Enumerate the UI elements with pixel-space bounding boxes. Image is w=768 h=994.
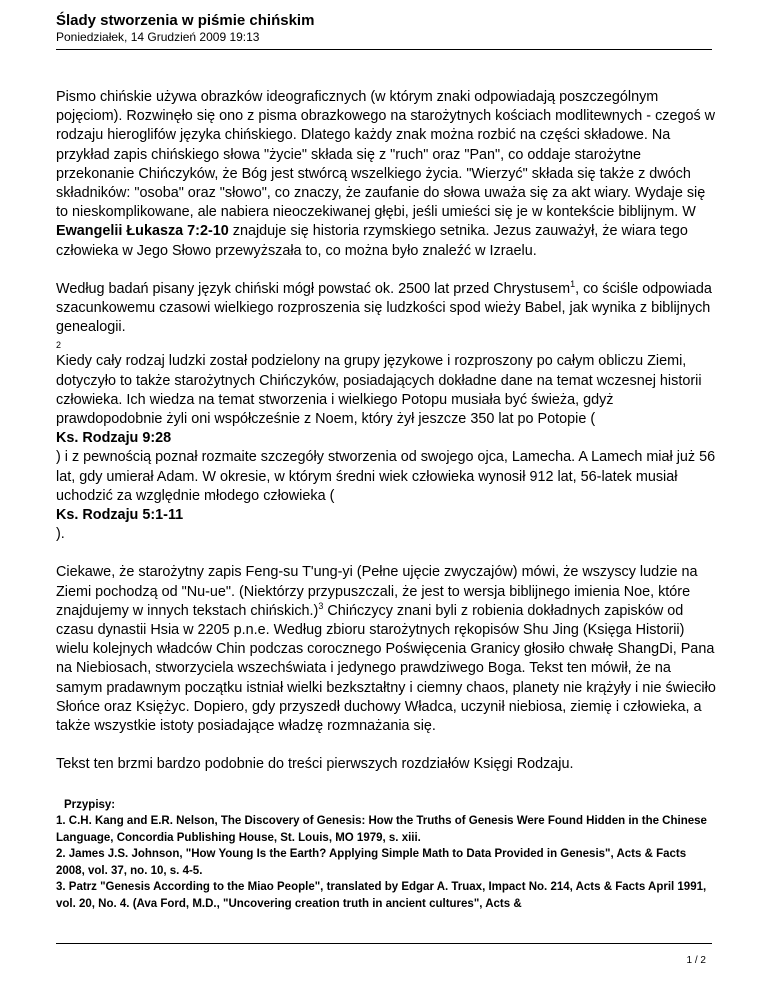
header-divider (56, 49, 712, 50)
paragraph-1-tail: znajduje się historia rzymskiego setnika. Jezus zauważył, że wiara tego człowieka w Jego Słowo przewyższała to, co można było znaleźć w Izraelu. (56, 223, 688, 259)
paragraph-4-tail: Chińczycy znani byli z robienia dokładnych zapisków od czasu dynastii Hsia w 2205 p.n.e. Według zbioru starożytnych rękopisów Shu Jing (Księga Historii) wielu kolejnych władców Chin podczas corocznego Poświęcenia Granicy głosiło chwałę ShangDi, Pana na Niebiosach, stworzyciela wszechświata i jedynego prawdziwego Boga. Tekst ten mówił, że na samym pradawnym początku istniał wielki bezkształtny i ciemny chaos, planety nie krążyły i nie świeciło Słońce oraz Księżyc. Dopiero, gdy przyszedł duchowy Władca, uczynił niebiosa, ziemię i człowieka, a także wszystkie istoty posiadające władzę rozmnażania się. (56, 602, 716, 735)
scripture-ref-genesis-9: Ks. Rodzaju 9:28 (56, 430, 172, 447)
paragraph-4-text: Ciekawe, że starożytny zapis Feng-su T'ung-yi (Pełne ujęcie zwyczajów) mówi, że wszyscy ludzie na Ziemi pochodzą od "Nu-ue". (Niektórzy przypuszczali, że jest to wersja biblijnego imienia Noe, które znajdujemy w innych tekstach chińskich.) (56, 564, 698, 619)
page-number: 1 / 2 (686, 955, 706, 966)
article-date: Poniedziałek, 14 Grudzień 2009 19:13 (56, 30, 260, 44)
scripture-ref-luke: Ewangelii Łukasza 7:2-10 (56, 223, 229, 240)
paragraph-3 (56, 352, 716, 544)
paragraph-4 (56, 563, 716, 736)
paragraph-5: Tekst ten brzmi bardzo podobnie do treści pierwszych rozdziałów Księgi Rodzaju. (56, 756, 574, 773)
article-body (56, 88, 716, 912)
paragraph-1-text: Pismo chińskie używa obrazków ideograficznych (w którym znaki odpowiadają poszczególnym pojęciom). Rozwinęło się ono z pisma obrazkowego na starożytnych kościach modlitewnych - czegoś w rodzaju hieroglifów języka chińskiego. Dlatego każdy znak można rozbić na części składowe. Na przykład zapis chińskiego słowa "życie" składa się z "ruch" oraz "Pan", co oddaje starożytne przekonanie Chińczyków, że Bóg jest stwórcą wszelkiego życia. "Wierzyć" składa się także z dwóch składników: "osoba" oraz "słowo", co znaczy, że zaufanie do słowa uważa się za akt wiary. Wydaje się to nieskomplikowane, ale nabiera nieoczekiwanej głębi, jeśli umieści się je w kontekście biblijnym. W (56, 89, 716, 221)
footnote-2: 2. James J.S. Johnson, "How Young Is the Earth? Applying Simple Math to Data Provided in Genesis", Acts & Facts 2008, vol. 37, no. 10, s. 4-5. (56, 848, 687, 877)
footnotes (56, 797, 716, 913)
footnote-marker-2: 2 (56, 340, 62, 351)
footnote-1: 1. C.H. Kang and E.R. Nelson, The Discovery of Genesis: How the Truths of Genesis Were Found Hidden in the Chinese Language, Concordia Publishing House, St. Louis, MO 1979, s. xiii. (56, 815, 707, 844)
page-header (56, 12, 314, 45)
paragraph-2-text: Według badań pisany język chiński mógł powstać ok. 2500 lat przed Chrystusem (56, 280, 571, 297)
paragraph-3-text: Kiedy cały rodzaj ludzki został podzielony na grupy językowe i rozproszony po całym obliczu Ziemi, dotyczyło to także starożytnych Chińczyków, posiadających dokładne dane na temat wczesnej historii człowieka. Ich wiedza na temat stworzenia i wielkiego Potopu musiała być świeża, gdyż prawdopodobnie żyli oni współcześnie z Noem, który żył jeszcze 350 lat po Potopie ( (56, 353, 702, 428)
footnote-3: 3. Patrz "Genesis According to the Miao People", translated by Edgar A. Truax, Impact No. 214, Acts & Facts April 1991, vol. 20, No. 4. (Ava Ford, M.D., "Uncovering creation truth in ancient cultures", Acts & (56, 881, 707, 910)
paragraph-1 (56, 88, 716, 261)
footnote-ref-1: 1 (570, 278, 576, 289)
paragraph-3-mid: ) i z pewnością poznał rozmaite szczegóły stworzenia od swojego ojca, Lamecha. A Lamech miał już 56 lat, gdy umierał Adam. W okresie, w którym średni wiek człowieka wynosił 912 lat, 56-latek musiał uchodzić za względnie młodego człowieka ( (56, 449, 716, 504)
article-title: Ślady stworzenia w piśmie chińskim (56, 12, 315, 29)
paragraph-2-tail: , co ściśle odpowiada szacunkowemu czasowi wielkiego rozproszenia się ludzkości spod wieży Babel, jak wynika z biblijnych genealogii. (56, 280, 712, 336)
footnote-ref-3: 3 (318, 600, 324, 611)
footnotes-title: Przypisy: (64, 798, 116, 811)
paragraph-2 (56, 280, 716, 338)
footer-divider (56, 943, 712, 944)
scripture-ref-genesis-5: Ks. Rodzaju 5:1-11 (56, 507, 184, 524)
paragraph-3-end: ). (56, 526, 65, 543)
